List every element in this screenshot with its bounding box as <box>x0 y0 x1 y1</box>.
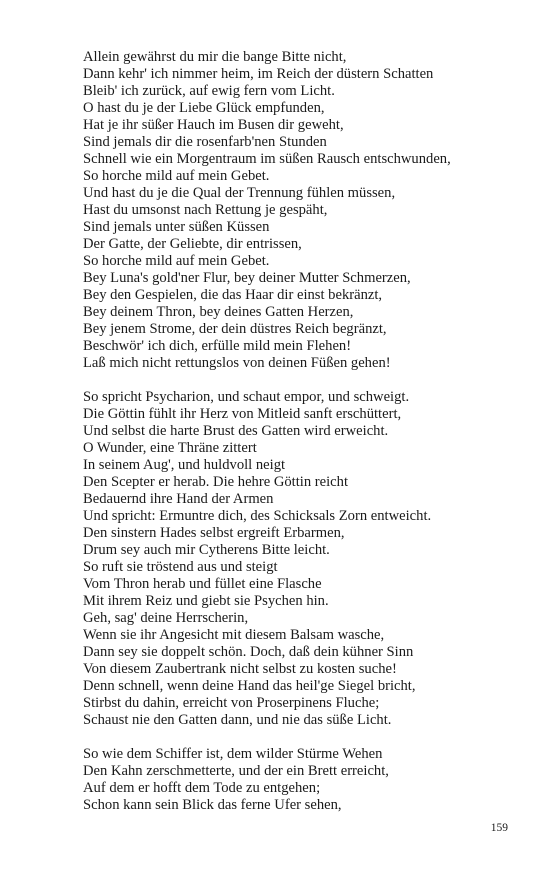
verse-line: Sind jemals dir die rosenfarb'nen Stunden <box>83 134 327 150</box>
verse-line: O hast du je der Liebe Glück empfunden, <box>83 100 325 116</box>
verse-line: Auf dem er hofft dem Tode zu entgehen; <box>83 780 321 796</box>
page-number: 159 <box>490 822 508 834</box>
verse-line: Den sinstern Hades selbst ergreift Erbarmen, <box>83 525 345 541</box>
verse-line: Bey jenem Strome, der dein düstres Reich begränzt, <box>83 321 387 337</box>
verse-line: Bey den Gespielen, die das Haar dir einst bekränzt, <box>83 287 383 303</box>
verse-line: Bedauernd ihre Hand der Armen <box>83 491 274 507</box>
verse-line: Und hast du je die Qual der Trennung fühlen müssen, <box>83 185 396 201</box>
verse-line: Den Kahn zerschmetterte, und der ein Brett erreicht, <box>83 763 389 779</box>
stanza <box>83 389 523 729</box>
verse-line: Hast du umsonst nach Rettung je gespäht, <box>83 202 328 218</box>
verse-line: Laß mich nicht rettungslos von deinen Füßen gehen! <box>83 355 391 371</box>
verse-line: Dann kehr' ich nimmer heim, im Reich der düstern Schatten <box>83 66 434 82</box>
verse-line: Bey deinem Thron, bey deines Gatten Herzen, <box>83 304 354 320</box>
verse-line: Beschwör' ich dich, erfülle mild mein Flehen! <box>83 338 352 354</box>
verse-line: Hat je ihr süßer Hauch im Busen dir geweht, <box>83 117 344 133</box>
verse-line: Schnell wie ein Morgentraum im süßen Rausch entschwunden, <box>83 151 451 167</box>
verse-line: Schaust nie den Gatten dann, und nie das süße Licht. <box>83 712 392 728</box>
verse-line: Drum sey auch mir Cytherens Bitte leicht. <box>83 542 330 558</box>
verse-line: Geh, sag' deine Herrscherin, <box>83 610 249 626</box>
verse-line: Mit ihrem Reiz und giebt sie Psychen hin. <box>83 593 329 609</box>
verse-line: Dann sey sie doppelt schön. Doch, daß dein kühner Sinn <box>83 644 414 660</box>
verse-line: Die Göttin fühlt ihr Herz von Mitleid sanft erschüttert, <box>83 406 402 422</box>
verse-line: Bey Luna's gold'ner Flur, bey deiner Mutter Schmerzen, <box>83 270 411 286</box>
verse-line: Den Scepter er herab. Die hehre Göttin reicht <box>83 474 349 490</box>
poem-text <box>83 49 523 831</box>
verse-line: Sind jemals unter süßen Küssen <box>83 219 270 235</box>
verse-line: In seinem Aug', und huldvoll neigt <box>83 457 286 473</box>
stanza <box>83 49 523 372</box>
verse-line: Bleib' ich zurück, auf ewig fern vom Licht. <box>83 83 335 99</box>
verse-line: Von diesem Zaubertrank nicht selbst zu kosten suche! <box>83 661 397 677</box>
verse-line: Und selbst die harte Brust des Gatten wird erweicht. <box>83 423 389 439</box>
stanza <box>83 746 523 814</box>
verse-line: Stirbst du dahin, erreicht von Proserpinens Fluche; <box>83 695 380 711</box>
verse-line: Schon kann sein Blick das ferne Ufer sehen, <box>83 797 342 813</box>
verse-line: Und spricht: Ermuntre dich, des Schicksals Zorn entweicht. <box>83 508 432 524</box>
verse-line: Wenn sie ihr Angesicht mit diesem Balsam wasche, <box>83 627 385 643</box>
verse-line: Denn schnell, wenn deine Hand das heil'ge Siegel bricht, <box>83 678 416 694</box>
verse-line: So horche mild auf mein Gebet. <box>83 253 270 269</box>
verse-line: Allein gewährst du mir die bange Bitte nicht, <box>83 49 347 65</box>
verse-line: Vom Thron herab und füllet eine Flasche <box>83 576 322 592</box>
verse-line: So horche mild auf mein Gebet. <box>83 168 270 184</box>
verse-line: So spricht Psycharion, und schaut empor, und schweigt. <box>83 389 410 405</box>
verse-line: So wie dem Schiffer ist, dem wilder Stürme Wehen <box>83 746 383 762</box>
verse-line: O Wunder, eine Thräne zittert <box>83 440 257 456</box>
verse-line: Der Gatte, der Geliebte, dir entrissen, <box>83 236 302 252</box>
verse-line: So ruft sie tröstend aus und steigt <box>83 559 278 575</box>
